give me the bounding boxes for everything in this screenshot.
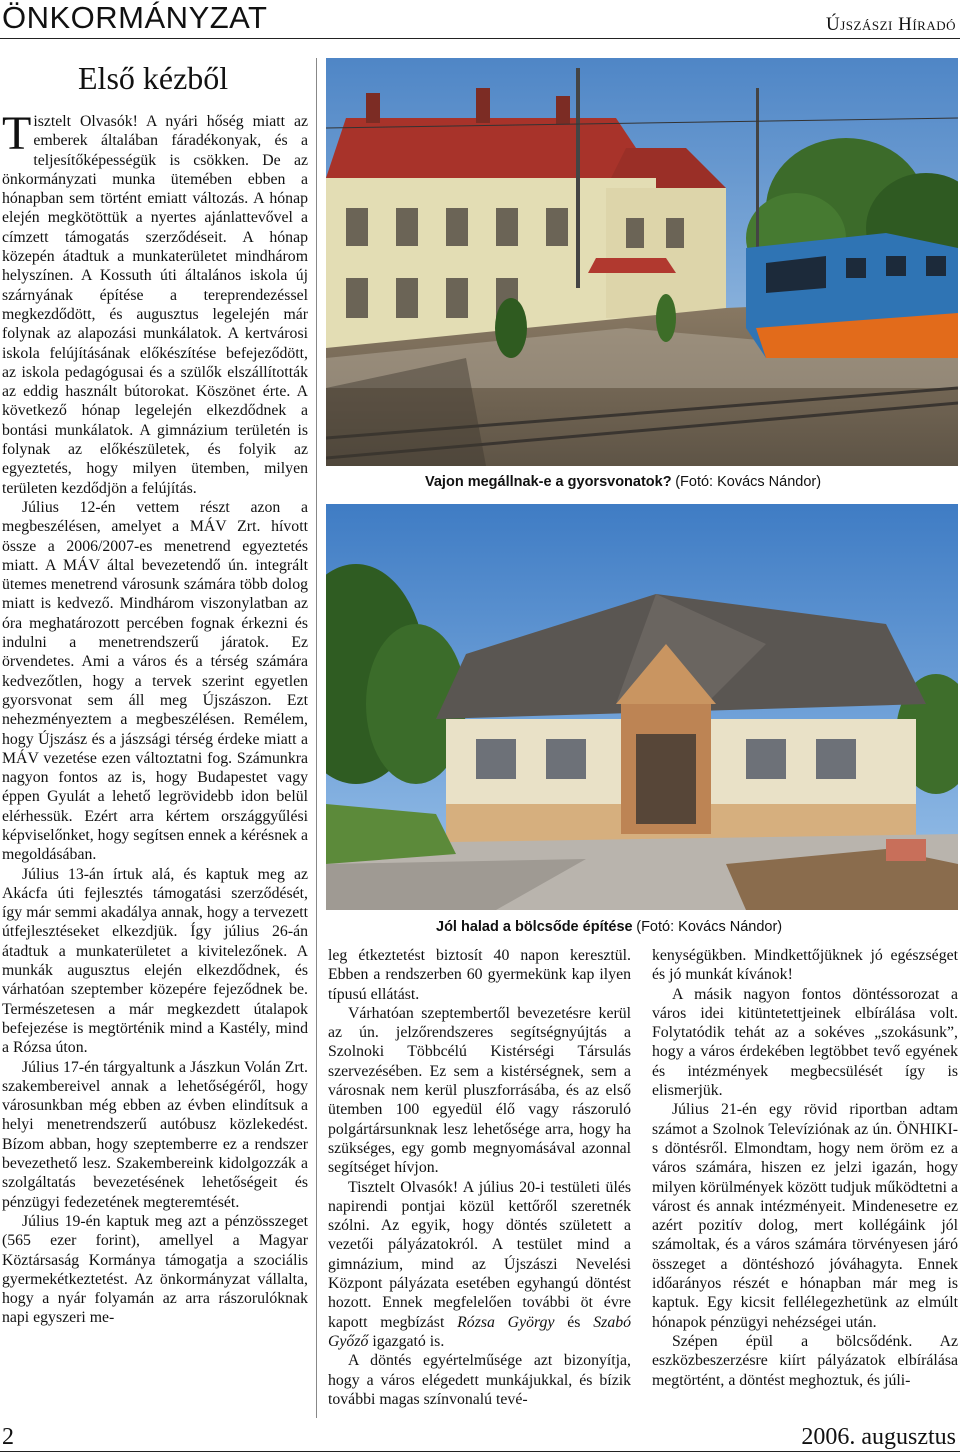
article-column-2 xyxy=(328,946,631,1416)
paragraph: Július 17-én tárgyaltunk a Jászkun Volán Zrt. szakembereivel annak a lehetőségéről, hogy városunkban még ebben az évben elindítsuk a helyi menetrendszerű autóbusz közlekedést. Bízom abban, hogy szeptemberre ez a rendszer bevezethető lesz. Szakembereink kidolgozzák a szolgáltatás bevezetésének lehetőségeit és pénzügyi fedezetének megteremtését. xyxy=(2,1058,308,1211)
caption-credit: (Fotó: Kovács Nándor) xyxy=(675,474,822,490)
caption-credit: (Fotó: Kovács Nándor) xyxy=(636,919,783,935)
paragraph xyxy=(2,112,308,498)
paragraph-text: Tisztelt Olvasók! A július 20-i testületi ülés napirendi pontjai közül kettőről szeretnék szólni. Az egyik, hogy döntés született a vezetői pályázatokról. A testület mind a gimnázium, mind az Újszászi Nevelési Központ pályázata esetében egyhangú döntést hozott. Ennek megfelelően további öt évre kapott megbízást xyxy=(328,1178,631,1331)
paragraph: A másik nagyon fontos döntéssorozat a város idei kitüntetettjeinek elbírálása volt. Folytatódik tehát az a sokéves „szokásunk”, hogy a város érdekében legtöbbet tevő egyének és intézmények megbecsülését így is elismerjük. xyxy=(652,985,958,1100)
paragraph: Július 21-én egy rövid riportban adtam számot a Szolnok Televíziónak az ún. ÖNHIKI-s döntésről. Elmondtam, hogy nem öröm ez a város számára, hiszen ez jelzi igazán, hogy milyen körülmények között tudjuk működtetni a várost és annak intézményeit. Mindenesetre ez azért pozitív dolog, mert kollégáink jól számoltak, és a város számára törvényesen járó összeget a döntéshozó jóváhagyta. Ennek időarányos részét e hónapban már meg is kaptuk. Egy kicsit fellélegezhetünk az elmúlt hónapok pénzügyi nehézségei után. xyxy=(652,1101,958,1331)
paragraph: Szépen épül a bölcsődénk. Az eszközbeszerzésre kiírt pályázatok elbírálása megtörtént, a döntést meghoztuk, és júli- xyxy=(652,1332,958,1389)
article-column-3 xyxy=(652,946,958,1416)
paragraph: Várhatóan szeptembertől bevezetésre kerül az ún. jelzőrendszeres segítségnyújtás a Szolnoki Többcélú Kistérségi Társulás szervezésében. Ez sem a kistérségnek, sem a városnak nem kerül pluszforrásába, és az első ütemben 100 egyedül élő vagy rászoruló polgártársunknak lesz lehetősége arra, hogy ha szükséges, egy gomb megnyomásával azonnal segítséget hívjon. xyxy=(328,1004,631,1177)
paragraph-text: és xyxy=(567,1313,581,1331)
article-title: Első kézből xyxy=(78,60,229,96)
column-divider xyxy=(316,58,317,1418)
photo-caption-station xyxy=(425,474,821,491)
header-rule xyxy=(0,38,960,39)
person-name: Szabó Győző xyxy=(328,1313,631,1350)
paragraph: A döntés egyértelműsége azt bizonyítja, hogy a város elégedett munkájukkal, és bízik további magas színvonalú tevé- xyxy=(328,1352,631,1408)
paragraph-text: igazgató is. xyxy=(372,1332,445,1350)
page-number: 2 xyxy=(2,1424,14,1450)
paragraph-text: isztelt Olvasók! A nyári hőség miatt az emberek általában fáradékonyak, és a teljesítőképességük is csökken. De az önkormányzati munka ütemében ebben a hónapban sem történt emiatt változás. A hónap elején megkötöttük a nyertes ajánlattevővel a címzett támogatás szerződéseit. A hónap közepén átadtuk a munkaterületet mindhárom helyszínen. A Kossuth úti általános iskola új szárnyának építése a tereprendezéssel megkezdődött, és augusztus legelején már folynak az alapozási munkálatok. A kertvárosi iskola felújításának előkészítése befejeződött, az iskola pedagógusai és a szülők elszállították az eddig használt bútorokat. Köszönet érte. A következő hónap legelején elkezdődnek a bontási munkálatok. A gimnázium területén is folynak az előkészületek, és folyik az egyeztetés, hogy milyen ütemben, milyen területen kezdődjön a felújítás. xyxy=(2,113,308,497)
footer-rule xyxy=(0,1451,960,1452)
caption-text: Jól halad a bölcsőde építése xyxy=(436,919,633,935)
paragraph: kenységükben. Mindkettőjüknek jó egészséget és jó munkát kívánok! xyxy=(652,947,958,984)
nursery-construction-photo xyxy=(326,504,958,910)
railway-station-photo xyxy=(326,58,958,466)
article-column-1 xyxy=(2,112,308,1412)
paragraph xyxy=(328,1178,631,1352)
section-title: ÖNKORMÁNYZAT xyxy=(2,0,268,35)
paragraph: Július 19-én kaptuk meg azt a pénzösszeget (565 ezer forint), amellyel a Magyar Köztársaság Kormánya támogatja a szociális gyermekétkeztetést. Az önkormányzat vállalta, hogy a nyár folyamán az arra rászorulóknak napi egyszeri me- xyxy=(2,1212,308,1327)
photo-caption-nursery xyxy=(436,919,782,936)
paragraph: Július 12-én vettem részt azon a megbeszélésen, amelyet a MÁV Zrt. hívott össze a 2006/2007-es menetrend egyeztetés miatt. A MÁV által bevezetendő ún. integrált ütemes menetrend városunk számára több dolog miatt is kedvező. Mindhárom viszonylatban az óra meghatározott percében fognak érkezni és indulni a menetrendszerű járatok. Ez örvendetes. Ami a város és a térség számára kedvezőtlen, hogy a tervek szerint egyetlen gyorsvonat sem áll meg Újszászon. Ezt nehezményeztem a megbeszélésen. Remélem, hogy Újszász és a jászsági térség érdeke miatt a MÁV vezetése ezen változtatni fog. Számunkra nagyon fontos az is, hogy Budapestet vagy éppen Gyulát a lehető legrövidebb idon belül elérhessük. Ezért arra kértem országgyűlési képviselőnket, hogy segítsen ennek a kérésnek a megoldásában. xyxy=(2,498,308,864)
caption-text: Vajon megállnak-e a gyorsvonatok? xyxy=(425,474,672,490)
newspaper-name: Újszászi Híradó xyxy=(826,14,956,35)
paragraph: leg étkeztetést biztosít 40 napon keresztül. Ebben a rendszerben 60 gyermekünk kap ilyen típusú ellátást. xyxy=(328,947,631,1003)
person-name: Rózsa György xyxy=(457,1313,555,1331)
issue-date: 2006. augusztus xyxy=(801,1424,956,1450)
paragraph: Július 13-án írtuk alá, és kaptuk meg az Akácfa úti fejlesztés támogatási szerződését, így már semmi akadálya annak, hogy a tervezett útfejlesztéseket elkezdjük. Így július 26-án átadtuk a munkaterületet a kivitelezőnek. A munkák augusztus elején elkezdődnek, és várhatóan szeptember közepére fejeződnek be. Természetesen a már megkezdett útalapok befejezése is megtörténik mind a Kastély, mind a Rózsa úton. xyxy=(2,865,308,1057)
drop-cap: T xyxy=(2,112,32,160)
